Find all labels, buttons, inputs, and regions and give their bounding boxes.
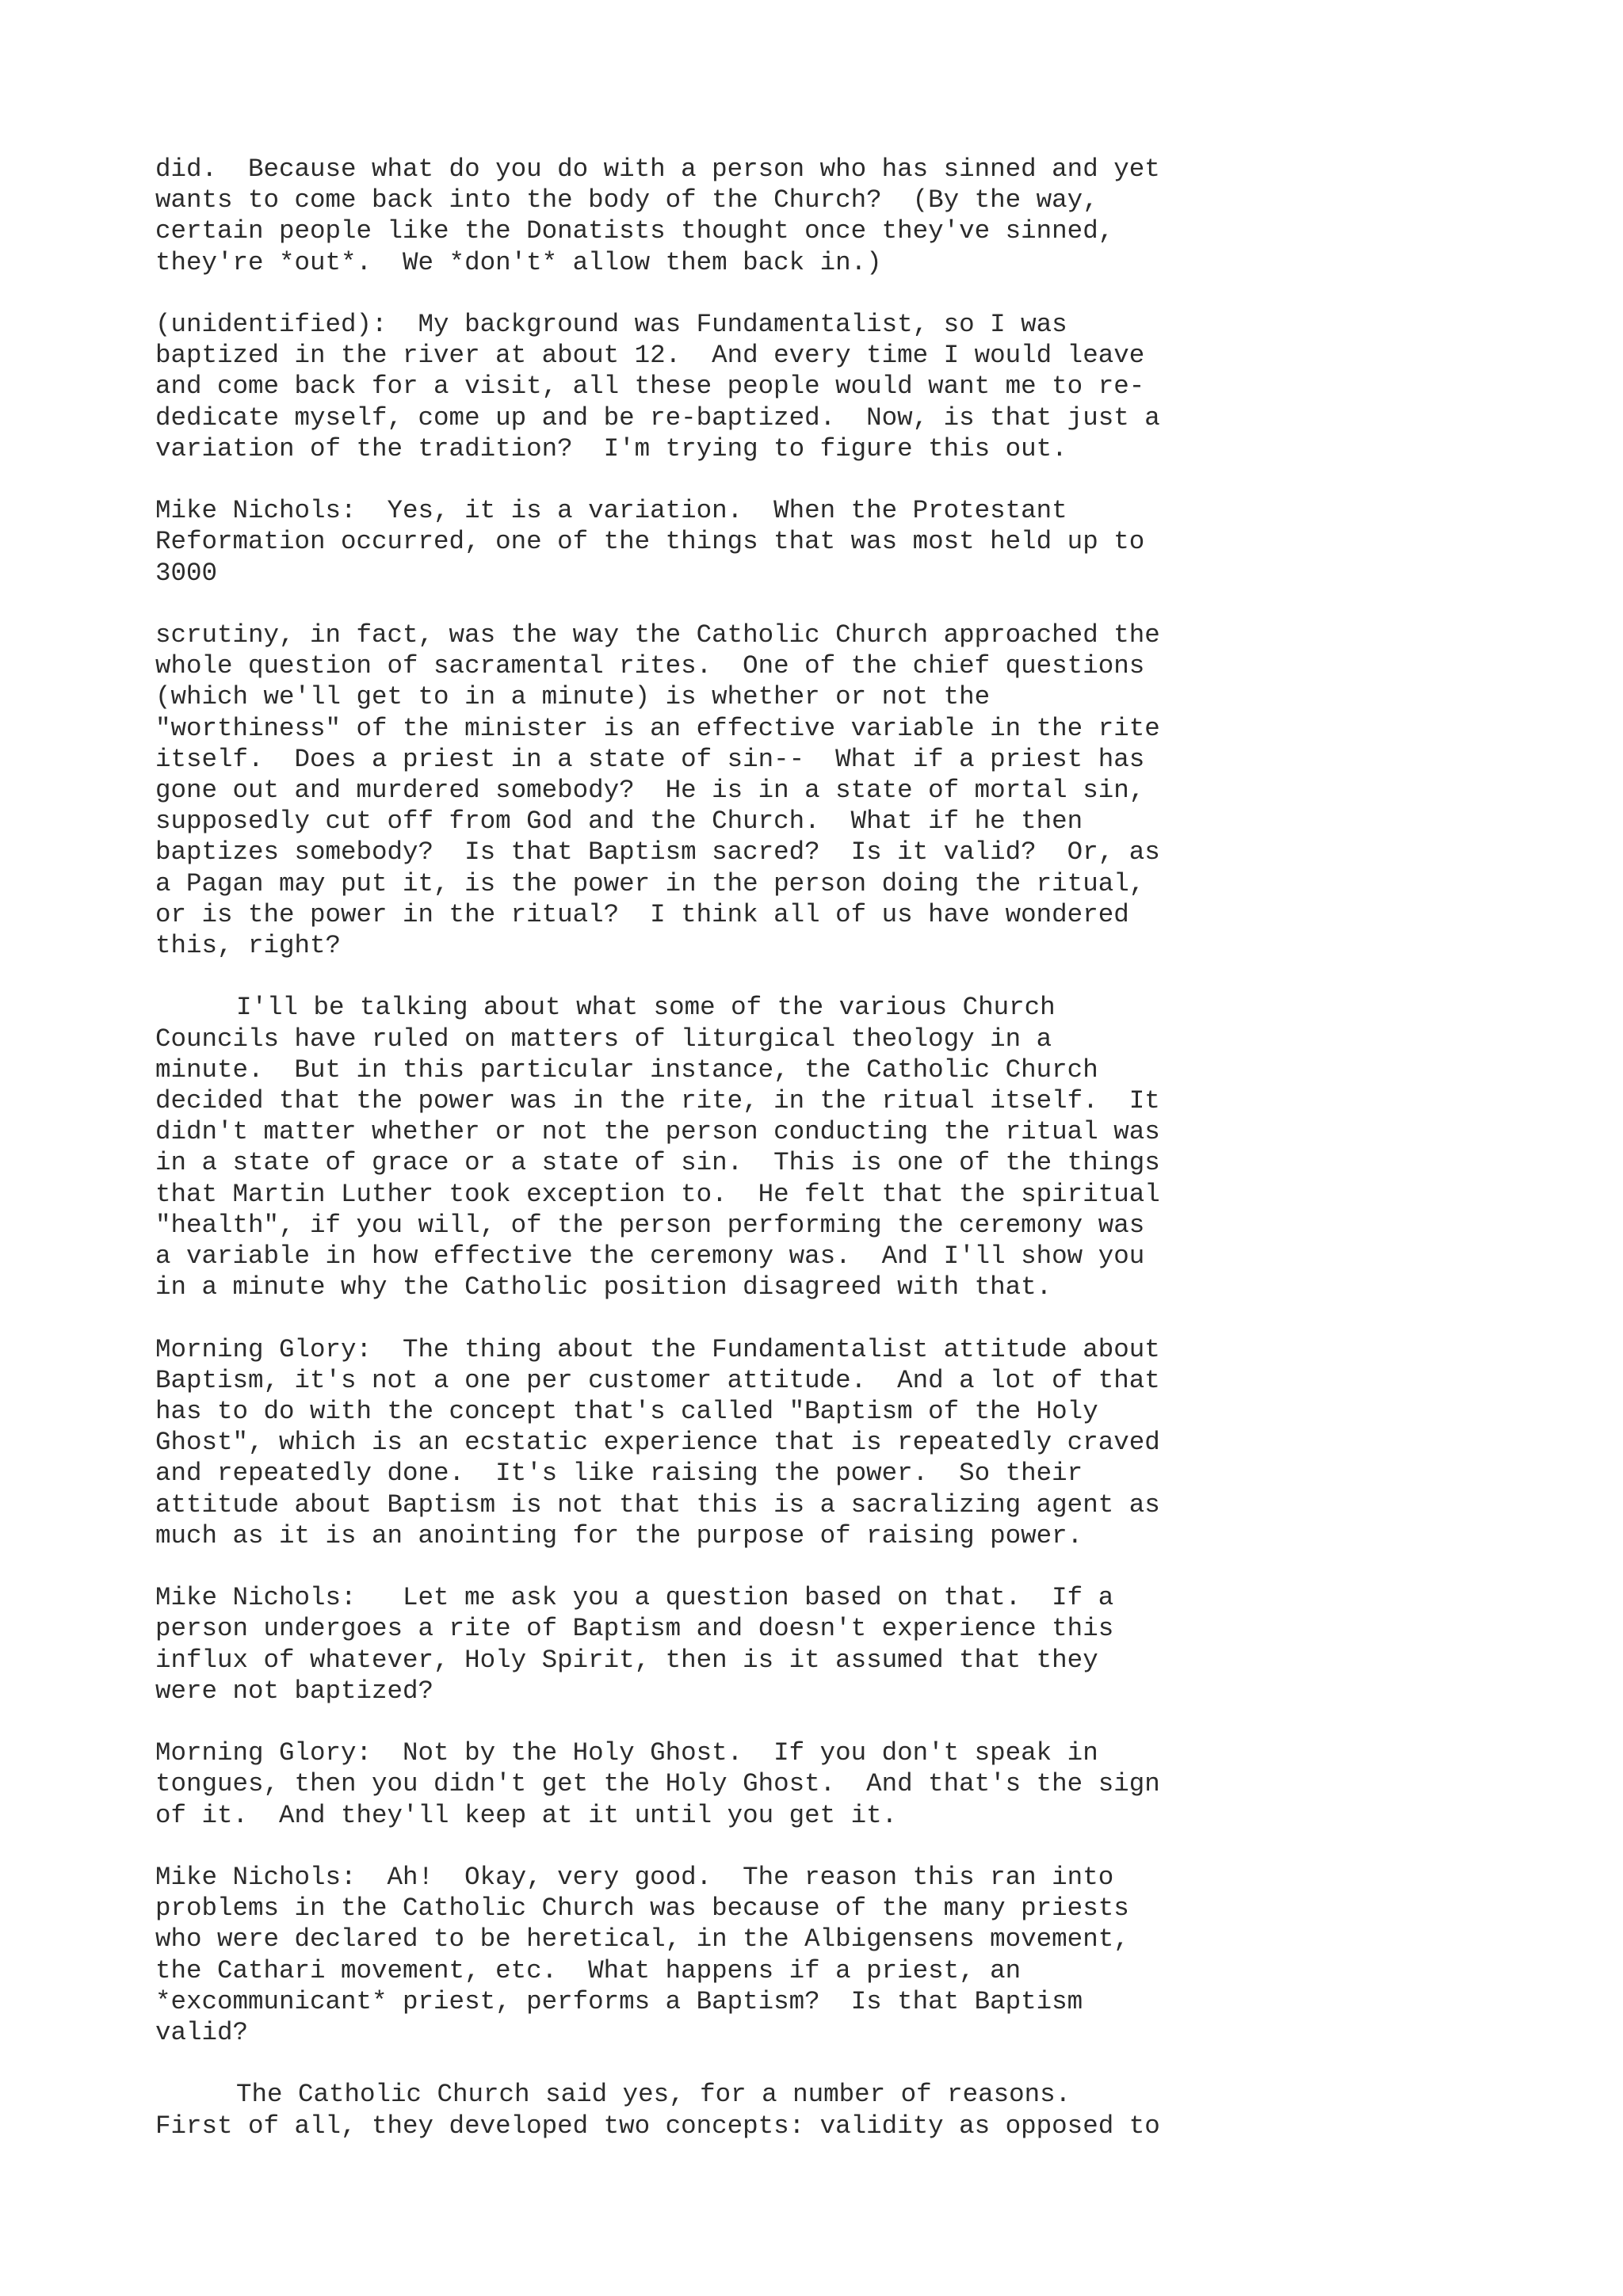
paragraph-morning-glory-tongues: Morning Glory: Not by the Holy Ghost. If you don't speak in tongues, then you didn't get the Holy Ghost. And that's the sign of it. And they'll keep at it until you get it. — [155, 1738, 1160, 1830]
paragraph-mike-nichols-excommunicant: Mike Nichols: Ah! Okay, very good. The reason this ran into problems in the Catholic Church was because of the many priests who were declared to be heretical, in the Albigensens movement, the Cathari movement, etc. What happens if a priest, an *excommunicant* priest, performs a Baptism? Is that Baptism valid? — [155, 1863, 1129, 2048]
paragraph-catholic-church-validity: The Catholic Church said yes, for a number of reasons. First of all, they developed two concepts: validity as opposed to — [155, 2080, 1160, 2141]
paragraph-donatists: did. Because what do you do with a person who has sinned and yet wants to come back into the body of the Church? (By the way, certain people like the Donatists thought once they've sinned, they're *out*. We *don't* allow them back in.) — [155, 154, 1160, 277]
transcript-text — [155, 154, 1487, 2142]
paragraph-church-councils: I'll be talking about what some of the various Church Councils have ruled on matters of liturgical theology in a minute. But in this particular instance, the Catholic Church decided that the power was in the rite, in the ritual itself. It didn't matter whether or not the person conducting the ritual was in a state of grace or a state of sin. This is one of the things that Martin Luther took exception to. He felt that the spiritual "health", if you will, of the person performing the ceremony was a variable in how effective the ceremony was. And I'll show you in a minute why the Catholic position disagreed with that. — [155, 993, 1160, 1302]
paragraph-unidentified-question: (unidentified): My background was Fundamentalist, so I was baptized in the river at about 12. And every time I would leave and come back for a visit, all these people would want me to re- dedicate myself, come up and be re-baptized. Now, is that just a variation of the tradition? I'm trying to figure this out. — [155, 310, 1160, 463]
paragraph-mike-nichols-variation: Mike Nichols: Yes, it is a variation. When the Protestant Reformation occurred, one of the things that was most held up to 3000 — [155, 496, 1145, 588]
paragraph-mike-nichols-question: Mike Nichols: Let me ask you a question based on that. If a person undergoes a rite of Baptism and doesn't experience this influx of whatever, Holy Spirit, then is it assumed that they were not baptized? — [155, 1583, 1114, 1706]
paragraph-morning-glory-attitude: Morning Glory: The thing about the Fundamentalist attitude about Baptism, it's not a one per customer attitude. And a lot of that has to do with the concept that's called "Baptism of the Holy Ghost", which is an ecstatic experience that is repeatedly craved and repeatedly done. It's like raising the power. So their attitude about Baptism is not that this is a sacralizing agent as much as it is an anointing for the purpose of raising power. — [155, 1334, 1160, 1550]
paragraph-scrutiny: scrutiny, in fact, was the way the Catholic Church approached the whole question of sacramental rites. One of the chief questions (which we'll get to in a minute) is whether or not the "worthiness" of the minister is an effective variable in the rite itself. Does a priest in a state of sin-- What if a priest has gone out and murdered somebody? He is in a state of mortal sin, supposedly cut off from God and the Church. What if he then baptizes somebody? Is that Baptism sacred? Is it valid? Or, as a Pagan may put it, is the power in the person doing the ritual, or is the power in the ritual? I think all of us have wondered this, right? — [155, 620, 1160, 961]
